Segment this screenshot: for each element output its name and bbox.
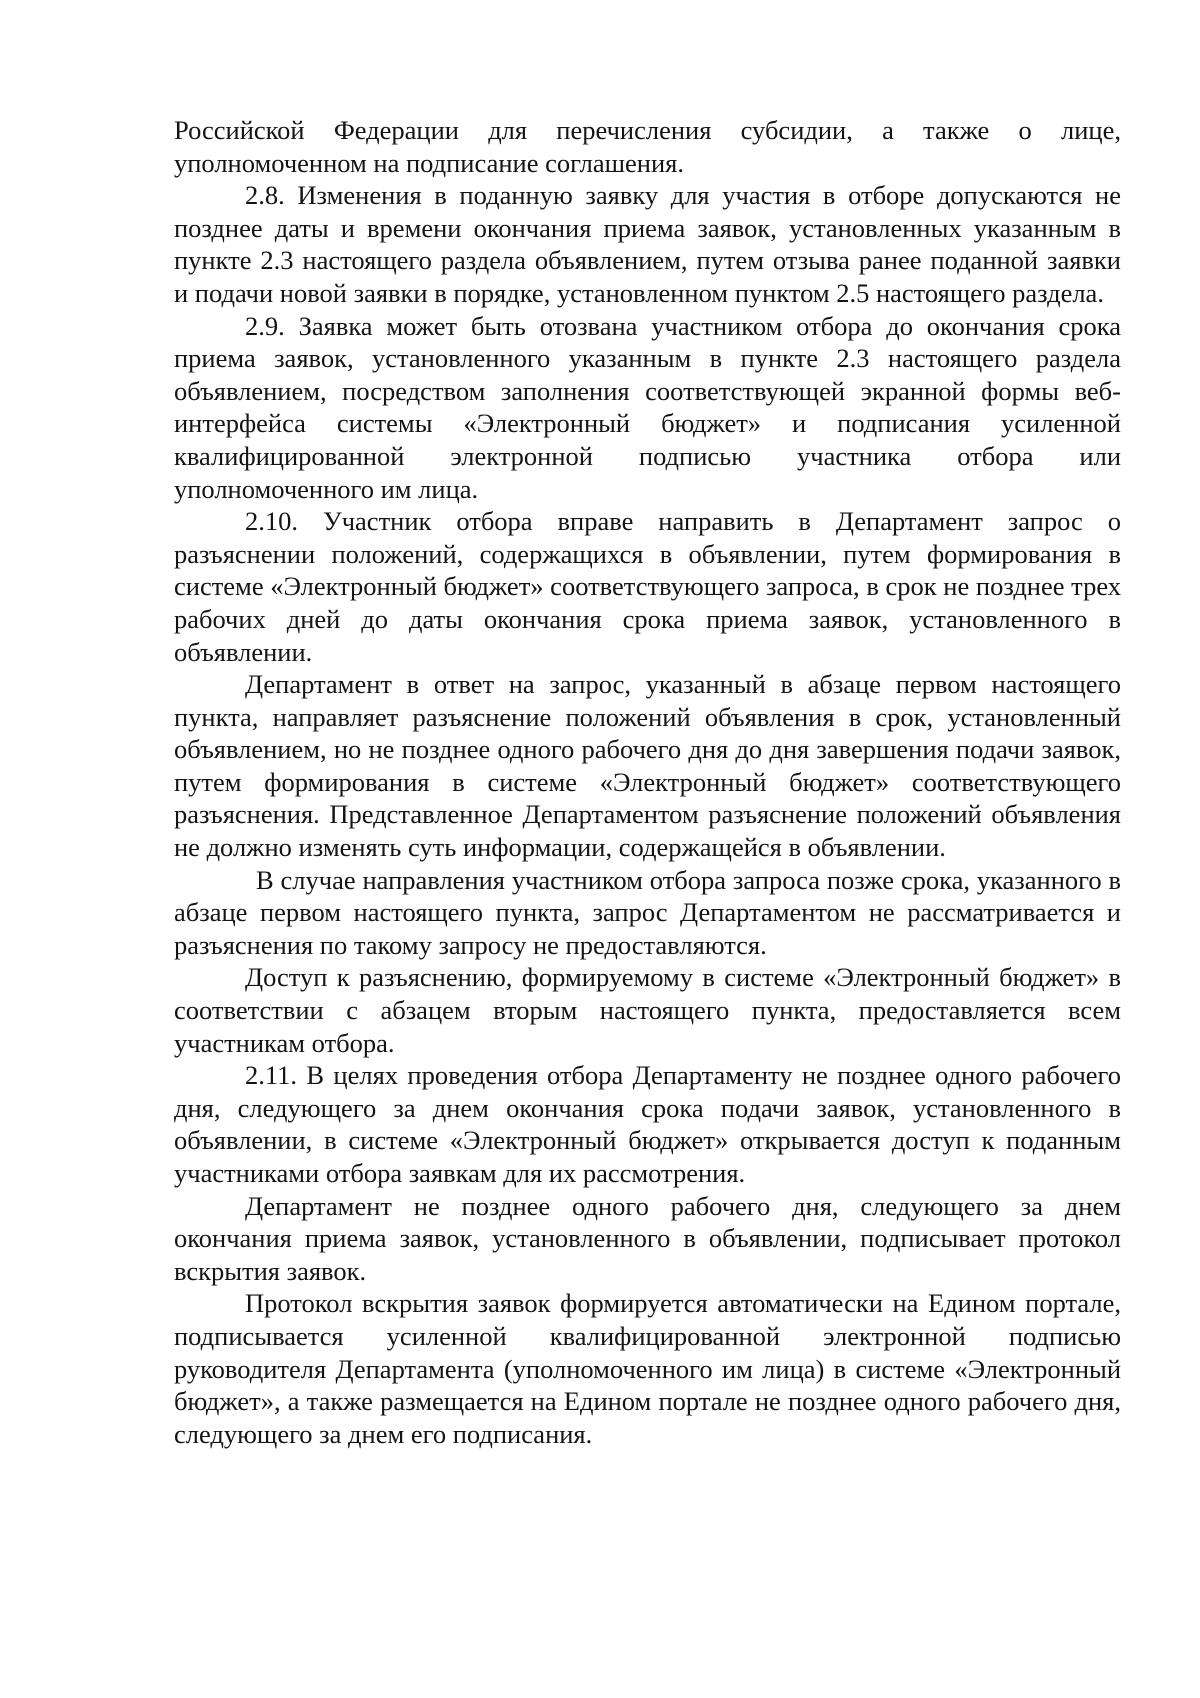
- paragraph-2-10-response: Департамент в ответ на запрос, указанный в абзаце первом настоящего пункта, направляет разъяснение положений объявления в срок, установленный объявлением, но не позднее одного рабочего дня до дня завершения подачи заявок, путем формирования в системе «Электронный бюджет» соответствующего разъяснения. Представленное Департаментом разъяснение положений объявления не должно изменять суть информации, содержащейся в объявлении.: [174, 669, 1121, 863]
- paragraph-2-10-late-request: В случае направления участником отбора запроса позже срока, указанного в абзаце первом настоящего пункта, запрос Департаментом не рассматривается и разъяснения по такому запросу не предоставляются.: [174, 864, 1121, 960]
- paragraph-2-8: 2.8. Изменения в поданную заявку для участия в отборе допускаются не позднее даты и времени окончания приема заявок, установленных указанным в пункте 2.3 настоящего раздела объявлением, путем отзыва ранее поданной заявки и подачи новой заявки в порядке, установленном пунктом 2.5 настоящего раздела.: [174, 180, 1121, 308]
- document-body: [174, 114, 1121, 1450]
- paragraph-2-11-protocol-publication: Протокол вскрытия заявок формируется автоматически на Едином портале, подписывается усиленной квалифицированной электронной подписью руководителя Департамента (уполномоченного им лица) в системе «Электронный бюджет», а также размещается на Едином портале не позднее одного рабочего дня, следующего за днем его подписания.: [174, 1288, 1121, 1449]
- paragraph-2-11-protocol-signing: Департамент не позднее одного рабочего дня, следующего за днем окончания приема заявок, установленного в объявлении, подписывает протокол вскрытия заявок.: [174, 1190, 1121, 1286]
- paragraph-2-9: 2.9. Заявка может быть отозвана участником отбора до окончания срока приема заявок, установленного указанным в пункте 2.3 настоящего раздела объявлением, посредством заполнения соответствующей экранной формы веб-интерфейса системы «Электронный бюджет» и подписания усиленной квалифицированной электронной подписью участника отбора или уполномоченного им лица.: [174, 310, 1121, 504]
- paragraph-2-10-access: Доступ к разъяснению, формируемому в системе «Электронный бюджет» в соответствии с абзацем вторым настоящего пункта, предоставляется всем участникам отбора.: [174, 962, 1121, 1058]
- paragraph-continuation: Российской Федерации для перечисления субсидии, а также о лице, уполномоченном на подписание соглашения.: [174, 115, 1121, 178]
- paragraph-2-11: 2.11. В целях проведения отбора Департаменту не позднее одного рабочего дня, следующего за днем окончания срока подачи заявок, установленного в объявлении, в системе «Электронный бюджет» открывается доступ к поданным участниками отбора заявкам для их рассмотрения.: [174, 1060, 1121, 1188]
- paragraph-2-10: 2.10. Участник отбора вправе направить в Департамент запрос о разъяснении положений, содержащихся в объявлении, путем формирования в системе «Электронный бюджет» соответствующего запроса, в срок не позднее трех рабочих дней до даты окончания срока приема заявок, установленного в объявлении.: [174, 506, 1121, 667]
